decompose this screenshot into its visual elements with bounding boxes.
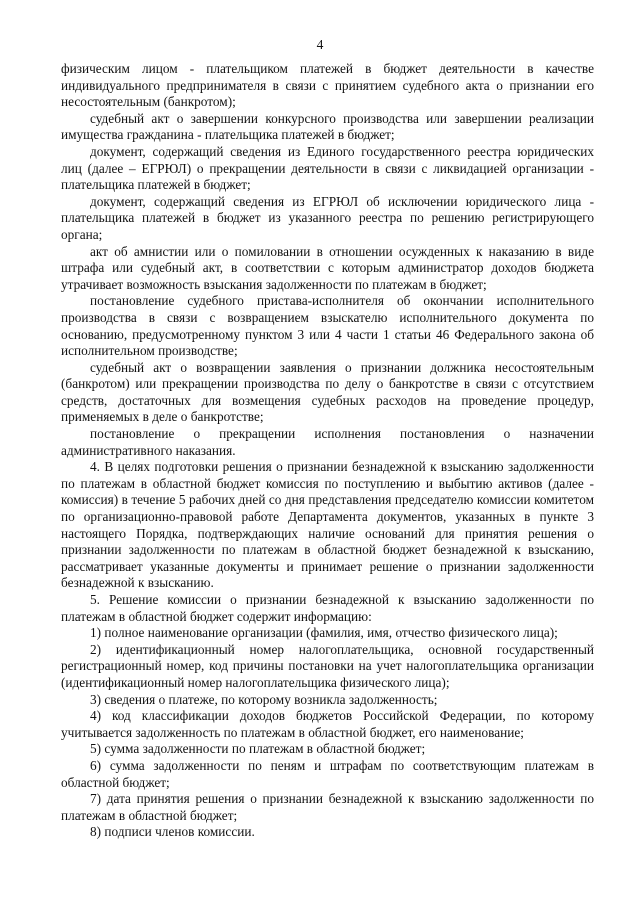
- paragraph-amnesty-act: акт об амнистии или о помиловании в отношении осужденных к наказанию в виде штрафа или судебный акт, в соответствии с которым администратор доходов бюджета утрачивает возможность взыскания задолженности по платежам в бюджет;: [61, 243, 594, 292]
- paragraph-continuation: физическим лицом - плательщиком платежей в бюджет деятельности в качестве индивидуального предпринимателя в связи с принятием судебного акта о признании его несостоятельным (банкротом);: [61, 61, 594, 110]
- list-item-2: 2) идентификационный номер налогоплательщика, основной государственный регистрационный номер, код причины постановки на учет налогоплательщика организации (идентификационный номер налогоплательщика физического лица);: [61, 641, 594, 690]
- paragraph-bailiff-resolution: постановление судебного пристава-исполнителя об окончании исполнительного производства в связи с возвращением взыскателю исполнительного документа по основанию, предусмотренному пунктом 3 или 4 части 1 статьи 46 Федерального закона об исполнительном производстве;: [61, 293, 594, 359]
- list-item-4: 4) код классификации доходов бюджетов Российской Федерации, по которому учитывается задолженность по платежам в областной бюджет, его наименование;: [61, 708, 594, 740]
- list-item-3: 3) сведения о платеже, по которому возникла задолженность;: [90, 691, 438, 707]
- list-item-1: 1) полное наименование организации (фамилия, имя, отчество физического лица);: [90, 625, 558, 641]
- paragraph-bankruptcy-completion: судебный акт о завершении конкурсного производства или завершении реализации имущества гражданина - плательщика платежей в бюджет;: [61, 110, 594, 143]
- list-item-8: 8) подписи членов комиссии.: [90, 824, 255, 840]
- list-item-5: 5) сумма задолженности по платежам в областной бюджет;: [90, 741, 426, 757]
- list-item-7: 7) дата принятия решения о признании безнадежной к взысканию задолженности по платежам в областной бюджет;: [61, 791, 594, 823]
- document-body: [61, 61, 594, 841]
- paragraph-bankruptcy-return: судебный акт о возвращении заявления о признании должника несостоятельным (банкротом) или прекращении производства по делу о банкротстве в связи с отсутствием средств, достаточных для возмещения судебных расходов на проведение процедур, применяемых в деле о банкротстве;: [61, 359, 594, 425]
- paragraph-egrul-exclusion: документ, содержащий сведения из ЕГРЮЛ об исключении юридического лица - плательщика платежей в бюджет из указанного реестра по решению регистрирующего органа;: [61, 193, 594, 242]
- list-item-6: 6) сумма задолженности по пеням и штрафам по соответствующим платежам в областной бюджет;: [61, 757, 594, 790]
- paragraph-section-5: 5. Решение комиссии о признании безнадежной к взысканию задолженности по платежам в областной бюджет содержит информацию:: [61, 592, 594, 624]
- paragraph-termination-resolution: постановление о прекращении исполнения постановления о назначении административного наказания.: [61, 426, 594, 458]
- paragraph-egrul-liquidation: документ, содержащий сведения из Единого государственного реестра юридических лиц (далее – ЕГРЮЛ) о прекращении деятельности в связи с ликвидацией организации - плательщика платежей в бюджет;: [61, 143, 594, 193]
- paragraph-section-4: 4. В целях подготовки решения о признании безнадежной к взысканию задолженности по платежам в областной бюджет комиссия по поступлению и выбытию активов (далее - комиссия) в течение 5 рабочих дней со дня представления председателю комиссии комитетом по организационно-правовой работе Департамента документов, указанных в пункте 3 настоящего Порядка, подтверждающих наличие оснований для принятия решения о признании задолженности по платежам в областной бюджет безнадежной к взысканию, рассматривает указанные документы и принимает решение о признании задолженности безнадежной к взысканию.: [61, 459, 594, 591]
- page-number: 4: [316, 37, 324, 52]
